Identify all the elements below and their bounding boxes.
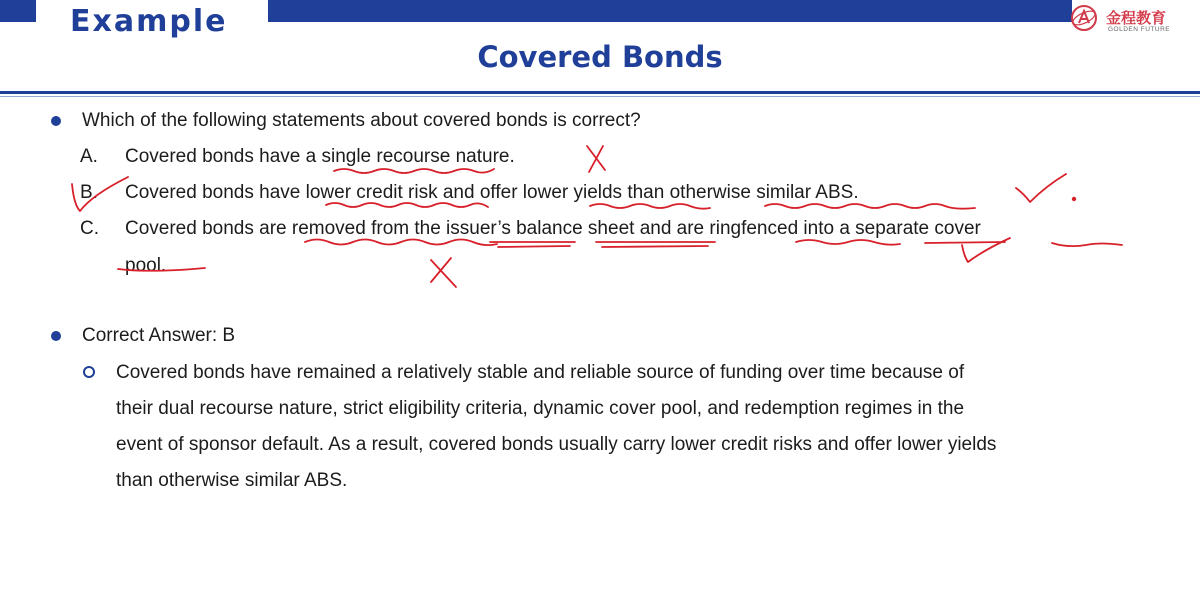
checkmark-b-right-icon (1016, 174, 1066, 202)
checkmark-c-icon (962, 238, 1010, 262)
option-c-letter: C. (80, 218, 99, 239)
question-bullet (51, 116, 61, 126)
answer-bullet (51, 331, 61, 341)
logo-english-text: GOLDEN FUTURE (1108, 26, 1171, 33)
option-b-letter: B. (80, 182, 98, 203)
option-a-text: Covered bonds have a single recourse nature. (125, 146, 515, 167)
logo-chinese-text: 金程教育 (1106, 9, 1167, 27)
title-divider-thin (0, 96, 1200, 97)
cross-mark-a-icon (587, 146, 605, 172)
logo (1070, 4, 1190, 34)
underline-ringfenced (796, 240, 900, 245)
explanation-line-4: than otherwise similar ABS. (116, 470, 348, 491)
option-b-text: Covered bonds have lower credit risk and offer lower yields than otherwise similar ABS. (125, 182, 859, 203)
option-c-text-line1: Covered bonds are removed from the issuer’s balance sheet and are ringfenced into a separate cover (125, 218, 981, 239)
answer-label: Correct Answer: B (82, 325, 236, 346)
question-prompt: Which of the following statements about covered bonds is correct? (82, 110, 641, 131)
option-a-letter: A. (80, 146, 98, 167)
explanation-bullet (83, 366, 95, 378)
underline-otherwise-similar (765, 204, 975, 209)
explanation-line-1: Covered bonds have remained a relatively stable and reliable source of funding over time because of (116, 362, 965, 383)
underline-issuers (490, 242, 575, 247)
underline-single-recourse (334, 169, 494, 173)
header-bar-left (0, 0, 36, 22)
explanation-line-3: event of sponsor default. As a result, covered bonds usually carry lower credit risks and offer lower yields (116, 434, 997, 455)
golden-future-logo-icon (1070, 4, 1098, 32)
underline-balance-sheet (596, 242, 715, 247)
option-c-text-line2: pool. (125, 255, 167, 276)
cross-mark-c-icon (431, 258, 456, 287)
underline-removed-from (305, 240, 497, 246)
underline-separate-cover (925, 242, 1122, 246)
title-divider (0, 91, 1200, 94)
explanation-line-2: their dual recourse nature, strict eligibility criteria, dynamic cover pool, and redemption regimes in the (116, 398, 965, 419)
slide-title: Covered Bonds (477, 40, 723, 74)
header-bar-right (268, 0, 1072, 22)
underline-lower-yields (590, 204, 710, 209)
section-label: Example (70, 4, 228, 39)
